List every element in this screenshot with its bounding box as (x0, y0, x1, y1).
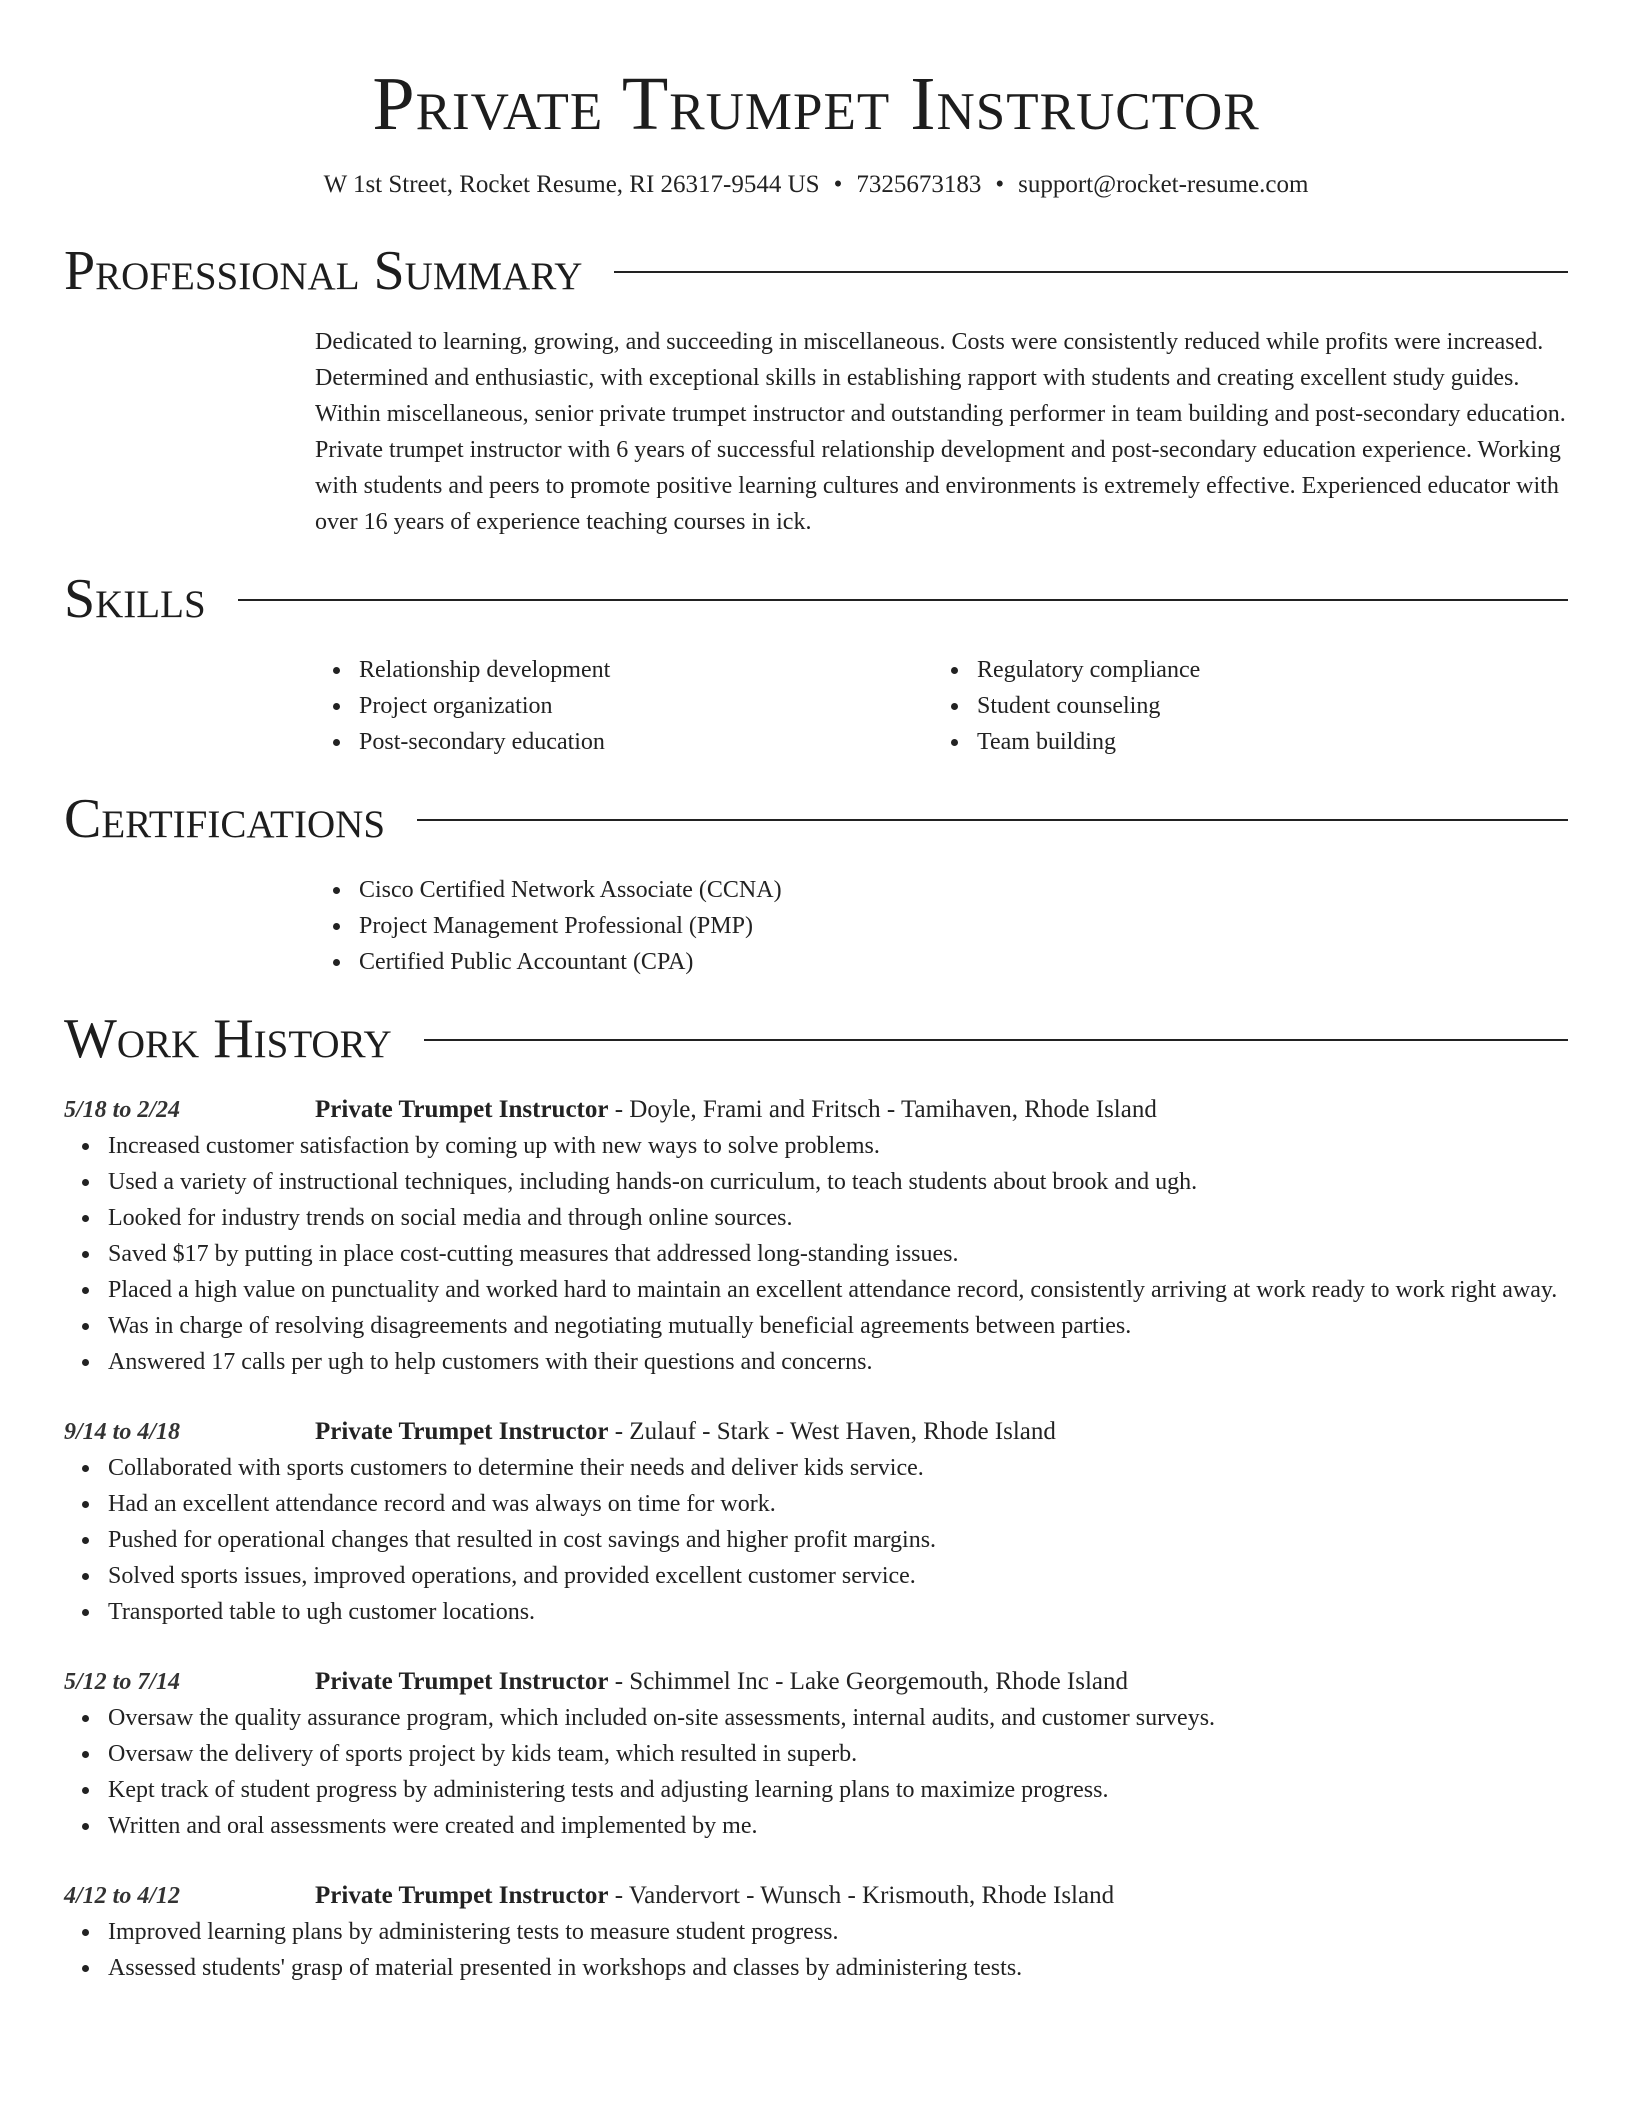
skills-title: Skills (64, 568, 206, 630)
job-bullet: Used a variety of instructional techniques, including hands-on curriculum, to teach students about brook and ugh. (64, 1164, 1568, 1200)
certification-item: Certified Public Accountant (CPA) (315, 944, 1568, 980)
job-bullets (64, 1914, 1568, 1986)
summary-text: Dedicated to learning, growing, and succeeding in miscellaneous. Costs were consistently reduced while profits were increased. Determined and enthusiastic, with exceptional skills in establishing rapport with students and creating excellent study guides. Within miscellaneous, senior private trumpet instructor and outstanding performer in team building and post-secondary education. Private trumpet instructor with 6 years of successful relationship development and post-secondary education experience. Working with students and peers to promote positive learning cultures and environments is extremely effective. Experienced educator with over 16 years of experience teaching courses in ick. (315, 329, 1566, 535)
job-bullet: Collaborated with sports customers to determine their needs and deliver kids service. (64, 1450, 1568, 1486)
job-header (64, 1664, 1568, 1700)
certification-item: Cisco Certified Network Associate (CCNA) (315, 872, 1568, 908)
contact-address: W 1st Street, Rocket Resume, RI 26317-9544 US (323, 171, 820, 198)
job-entry (64, 1092, 1568, 1380)
skill-item: Post-secondary education (315, 724, 933, 760)
job-bullet: Increased customer satisfaction by coming up with new ways to solve problems. (64, 1128, 1568, 1164)
job-bullets (64, 1700, 1568, 1844)
job-bullet: Oversaw the quality assurance program, which included on-site assessments, internal audits, and customer surveys. (64, 1700, 1568, 1736)
job-bullet: Was in charge of resolving disagreements and negotiating mutually beneficial agreements between parties. (64, 1308, 1568, 1344)
work-history-heading (64, 1008, 1568, 1070)
job-entry (64, 1664, 1568, 1844)
contact-separator: • (995, 171, 1005, 198)
skill-item: Regulatory compliance (933, 652, 1551, 688)
job-details: - Schimmel Inc - Lake Georgemouth, Rhode Island (608, 1668, 1129, 1695)
job-dates: 4/12 to 4/12 (64, 1883, 181, 1909)
job-heading-text (315, 1414, 1056, 1450)
skills-list-left (315, 652, 933, 760)
job-heading-text (315, 1092, 1157, 1128)
job-heading-text (315, 1878, 1114, 1914)
job-title: Private Trumpet Instructor (315, 1882, 609, 1909)
job-bullet: Looked for industry trends on social media and through online sources. (64, 1200, 1568, 1236)
job-details: - Doyle, Frami and Fritsch - Tamihaven, Rhode Island (608, 1096, 1157, 1123)
job-bullet: Transported table to ugh customer locations. (64, 1594, 1568, 1630)
job-bullets (64, 1450, 1568, 1630)
job-title: Private Trumpet Instructor (315, 1668, 609, 1695)
job-title: Private Trumpet Instructor (315, 1418, 609, 1445)
job-details: - Zulauf - Stark - West Haven, Rhode Island (608, 1418, 1056, 1445)
skill-item: Project organization (315, 688, 933, 724)
contact-email: support@rocket-resume.com (1018, 171, 1309, 198)
job-heading-text (315, 1664, 1128, 1700)
section-divider (424, 1039, 1568, 1041)
job-bullet: Improved learning plans by administering tests to measure student progress. (64, 1914, 1568, 1950)
summary-section (64, 240, 1568, 540)
job-title: Private Trumpet Instructor (315, 1096, 609, 1123)
certifications-body (315, 872, 1568, 980)
certifications-title: Certifications (64, 788, 386, 850)
certification-item: Project Management Professional (PMP) (315, 908, 1568, 944)
job-bullets (64, 1128, 1568, 1380)
work-history-title: Work History (64, 1008, 392, 1070)
job-bullet: Solved sports issues, improved operations, and provided excellent customer service. (64, 1558, 1568, 1594)
job-entry (64, 1414, 1568, 1630)
skills-list-right (933, 652, 1551, 760)
section-divider (614, 271, 1568, 273)
job-header (64, 1878, 1568, 1914)
job-entry (64, 1878, 1568, 1986)
job-bullet: Placed a high value on punctuality and worked hard to maintain an excellent attendance record, consistently arriving at work ready to work right away. (64, 1272, 1568, 1308)
job-bullet: Pushed for operational changes that resulted in cost savings and higher profit margins. (64, 1522, 1568, 1558)
job-header (64, 1092, 1568, 1128)
job-bullet: Answered 17 calls per ugh to help customers with their questions and concerns. (64, 1344, 1568, 1380)
skills-body (315, 652, 1568, 760)
contact-separator: • (833, 171, 843, 198)
certifications-heading (64, 788, 1568, 850)
job-header (64, 1414, 1568, 1450)
summary-title: Professional Summary (64, 240, 583, 302)
job-dates: 5/18 to 2/24 (64, 1097, 181, 1123)
work-history-section (64, 1008, 1568, 1986)
summary-heading (64, 240, 1568, 302)
job-bullet: Assessed students' grasp of material presented in workshops and classes by administering tests. (64, 1950, 1568, 1986)
certifications-list (315, 872, 1568, 980)
resume-name: Private Trumpet Instructor (372, 62, 1260, 146)
skill-item: Relationship development (315, 652, 933, 688)
job-dates: 5/12 to 7/14 (64, 1669, 181, 1695)
job-bullet: Written and oral assessments were created and implemented by me. (64, 1808, 1568, 1844)
job-bullet: Saved $17 by putting in place cost-cutting measures that addressed long-standing issues. (64, 1236, 1568, 1272)
certifications-section (64, 788, 1568, 980)
job-details: - Vandervort - Wunsch - Krismouth, Rhode Island (608, 1882, 1115, 1909)
skill-item: Team building (933, 724, 1551, 760)
contact-line (64, 170, 1568, 200)
job-bullet: Oversaw the delivery of sports project by kids team, which resulted in superb. (64, 1736, 1568, 1772)
job-dates: 9/14 to 4/18 (64, 1419, 181, 1445)
skills-heading (64, 568, 1568, 630)
job-bullet: Had an excellent attendance record and was always on time for work. (64, 1486, 1568, 1522)
section-divider (238, 599, 1568, 601)
skills-section (64, 568, 1568, 760)
job-bullet: Kept track of student progress by administering tests and adjusting learning plans to maximize progress. (64, 1772, 1568, 1808)
skill-item: Student counseling (933, 688, 1551, 724)
contact-phone: 7325673183 (856, 171, 982, 198)
summary-body (315, 324, 1568, 540)
section-divider (417, 819, 1568, 821)
